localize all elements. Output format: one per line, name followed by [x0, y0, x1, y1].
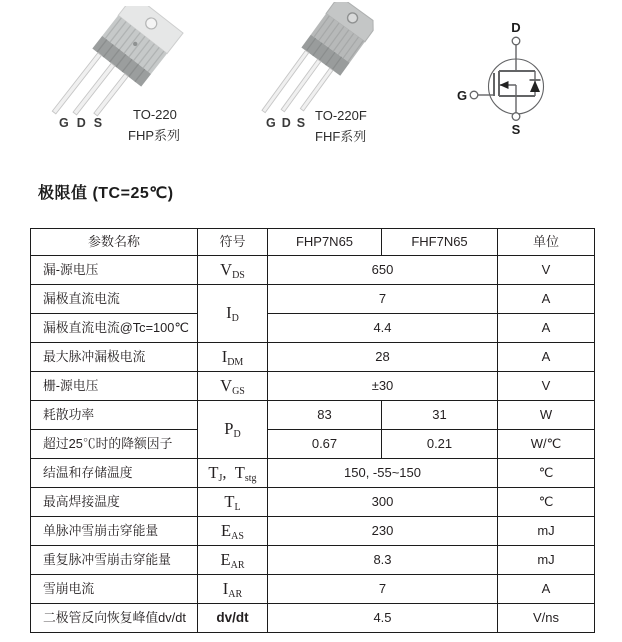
value-cell: 4.5: [268, 604, 498, 633]
table-row: [31, 401, 595, 430]
header-cell-1: 符号: [198, 229, 268, 256]
symbol-cell: $T_J$, $T_{stg}$: [198, 459, 268, 488]
param-cell: 耗散功率: [31, 401, 198, 430]
value-cell: ±30: [268, 372, 498, 401]
symbol-cell: $E_{AS}$: [198, 517, 268, 546]
symbol-cell: $T_L$: [198, 488, 268, 517]
drain-label: D: [511, 20, 521, 35]
package-figure-to220: [0, 0, 210, 150]
unit-cell: V: [498, 372, 595, 401]
pin-label-g: G: [266, 116, 276, 130]
header-cell-3: FHF7N65: [382, 229, 498, 256]
param-cell: 二极管反向恢复峰值dv/dt: [31, 604, 198, 633]
section-title: 极限值 (TC=25℃): [38, 185, 174, 202]
unit-cell: mJ: [498, 546, 595, 575]
value-cell: 0.21: [382, 430, 498, 459]
series-name-fhp: FHP系列: [128, 128, 181, 143]
symbol-cell: $P_D$: [198, 401, 268, 459]
param-cell: 超过25℃时的降额因子: [31, 430, 198, 459]
symbol-cell: $I_D$: [198, 285, 268, 343]
pin-label-g: G: [59, 116, 69, 130]
header-cell-2: FHP7N65: [268, 229, 382, 256]
pin-labels-to220: [59, 116, 102, 130]
unit-cell: A: [498, 314, 595, 343]
param-cell: 漏极直流电流: [31, 285, 198, 314]
value-cell: 83: [268, 401, 382, 430]
table-row: [31, 459, 595, 488]
symbol-cell: $V_{GS}$: [198, 372, 268, 401]
symbol-cell: $V_{DS}$: [198, 256, 268, 285]
param-cell: 最大脉冲漏极电流: [31, 343, 198, 372]
value-cell: 0.67: [268, 430, 382, 459]
unit-cell: W/℃: [498, 430, 595, 459]
table-header-row: [31, 229, 595, 256]
package-name-to220: TO-220: [133, 107, 177, 122]
param-cell: 重复脉冲雪崩击穿能量: [31, 546, 198, 575]
param-cell: 结温和存储温度: [31, 459, 198, 488]
package-name-to220f: TO-220F: [315, 108, 367, 123]
param-cell: 漏-源电压: [31, 256, 198, 285]
mosfet-symbol-figure: [452, 14, 582, 146]
series-name-fhf: FHF系列: [315, 129, 367, 144]
unit-cell: V: [498, 256, 595, 285]
value-cell: 230: [268, 517, 498, 546]
pin-label-s: S: [296, 116, 306, 130]
table-row: [31, 314, 595, 343]
value-cell: 8.3: [268, 546, 498, 575]
unit-cell: W: [498, 401, 595, 430]
value-cell: 300: [268, 488, 498, 517]
table-body: [31, 256, 595, 633]
maximum-ratings-table: [30, 228, 595, 633]
table-row: [31, 575, 595, 604]
table-row: [31, 604, 595, 633]
table-row: [31, 285, 595, 314]
unit-cell: A: [498, 343, 595, 372]
param-cell: 雪崩电流: [31, 575, 198, 604]
body-diode-icon: [530, 81, 540, 93]
param-cell: 漏极直流电流@Tc=100℃: [31, 314, 198, 343]
param-cell: 单脉冲雪崩击穿能量: [31, 517, 198, 546]
table-row: [31, 546, 595, 575]
unit-cell: V/ns: [498, 604, 595, 633]
table-row: [31, 430, 595, 459]
table-row: [31, 488, 595, 517]
nchannel-arrow-icon: [500, 81, 509, 89]
table-row: [31, 256, 595, 285]
gate-label: G: [456, 88, 468, 103]
to220-package-drawing: [40, 6, 220, 126]
value-cell: 28: [268, 343, 498, 372]
header-cell-0: 参数名称: [31, 229, 198, 256]
value-cell: 7: [268, 285, 498, 314]
value-cell: 7: [268, 575, 498, 604]
symbol-cell: dv/dt: [198, 604, 268, 633]
value-cell: 150, -55~150: [268, 459, 498, 488]
source-label: S: [511, 122, 521, 137]
unit-cell: ℃: [498, 459, 595, 488]
to220f-package-drawing: [252, 2, 402, 122]
value-cell: 4.4: [268, 314, 498, 343]
pin-label-d: D: [76, 116, 86, 130]
symbol-cell: $E_{AR}$: [198, 546, 268, 575]
symbol-cell: $I_{DM}$: [198, 343, 268, 372]
pin-labels-to220f: [266, 116, 305, 130]
table-row: [31, 517, 595, 546]
table-row: [31, 343, 595, 372]
value-cell: 650: [268, 256, 498, 285]
header-cell-4: 单位: [498, 229, 595, 256]
unit-cell: A: [498, 575, 595, 604]
param-cell: 最高焊接温度: [31, 488, 198, 517]
param-cell: 栅-源电压: [31, 372, 198, 401]
unit-cell: A: [498, 285, 595, 314]
symbol-cell: $I_{AR}$: [198, 575, 268, 604]
unit-cell: mJ: [498, 517, 595, 546]
table-row: [31, 372, 595, 401]
pin-label-s: S: [93, 116, 103, 130]
pin-label-d: D: [281, 116, 291, 130]
unit-cell: ℃: [498, 488, 595, 517]
value-cell: 31: [382, 401, 498, 430]
package-figure-to220f: [240, 0, 400, 150]
